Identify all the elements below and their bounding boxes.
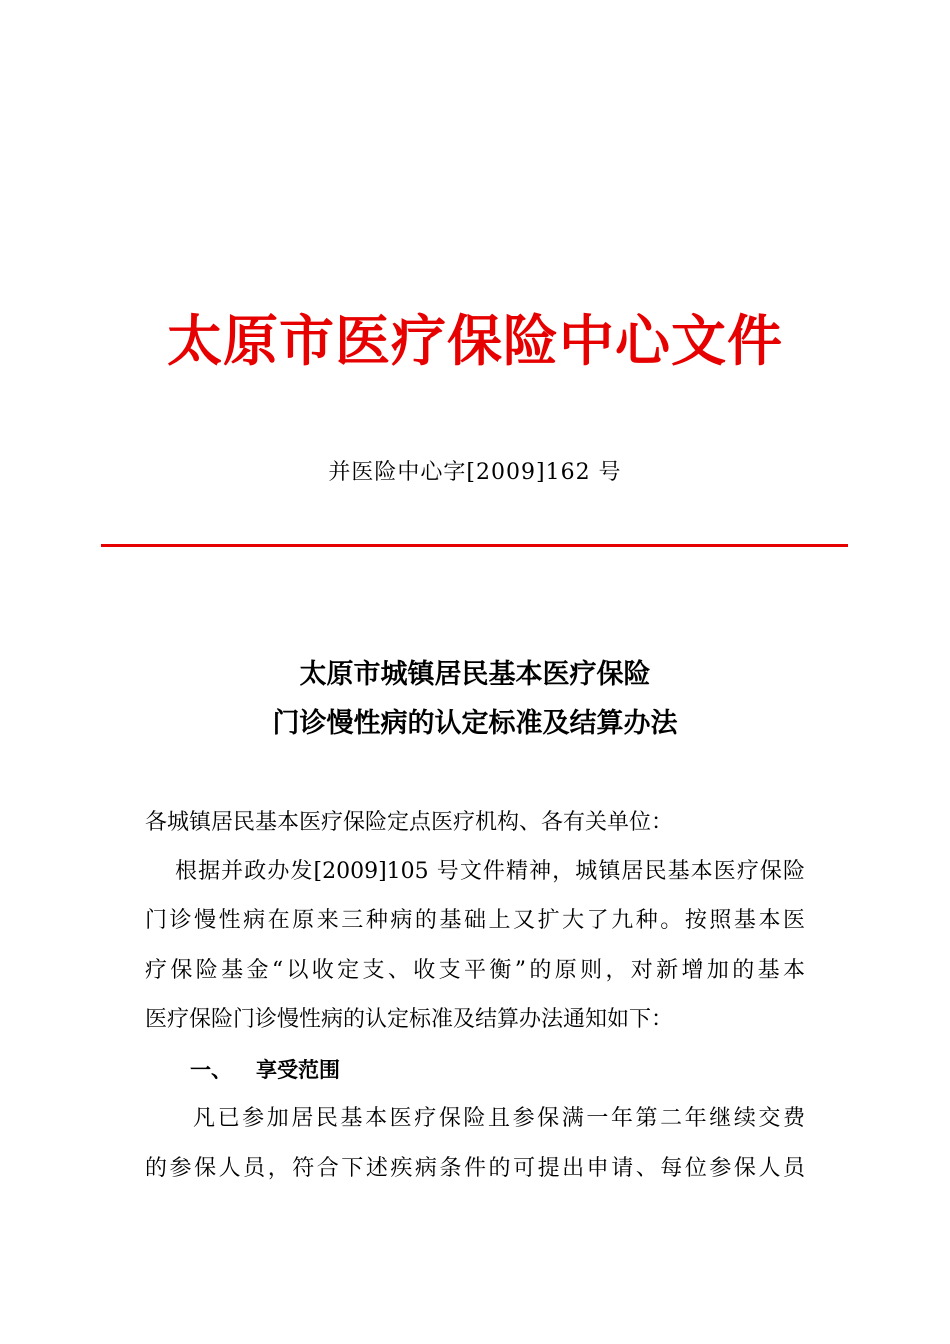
paragraph1-line1: 根据并政办发[2009]105 号文件精神，城镇居民基本医疗保险 [175, 859, 805, 884]
paragraph2-line1: 凡已参加居民基本医疗保险且参保满一年第二年继续交费 [193, 1106, 805, 1131]
paragraph1-line3: 疗保险基金“以收定支、收支平衡”的原则，对新增加的基本 [145, 958, 805, 983]
salutation: 各城镇居民基本医疗保险定点医疗机构、各有关单位： [145, 810, 674, 835]
red-divider [101, 544, 848, 547]
paragraph1-line2: 门诊慢性病在原来三种病的基础上又扩大了九种。按照基本医 [145, 908, 805, 933]
section-title: 享受范围 [256, 1058, 340, 1082]
document-number: 并医险中心字[2009]162 号 [328, 460, 622, 485]
document-title-line2: 门诊慢性病的认定标准及结算办法 [272, 708, 678, 739]
paragraph2-line2: 的参保人员，符合下述疾病条件的可提出申请、每位参保人员 [145, 1156, 805, 1181]
org-title: 太原市医疗保险中心文件 [166, 309, 783, 373]
paragraph1-line4: 医疗保险门诊慢性病的认定标准及结算办法通知如下： [145, 1007, 674, 1032]
section-heading [190, 1055, 340, 1085]
section-number: 一、 [190, 1058, 232, 1082]
document-title-line1: 太原市城镇居民基本医疗保险 [299, 659, 651, 690]
